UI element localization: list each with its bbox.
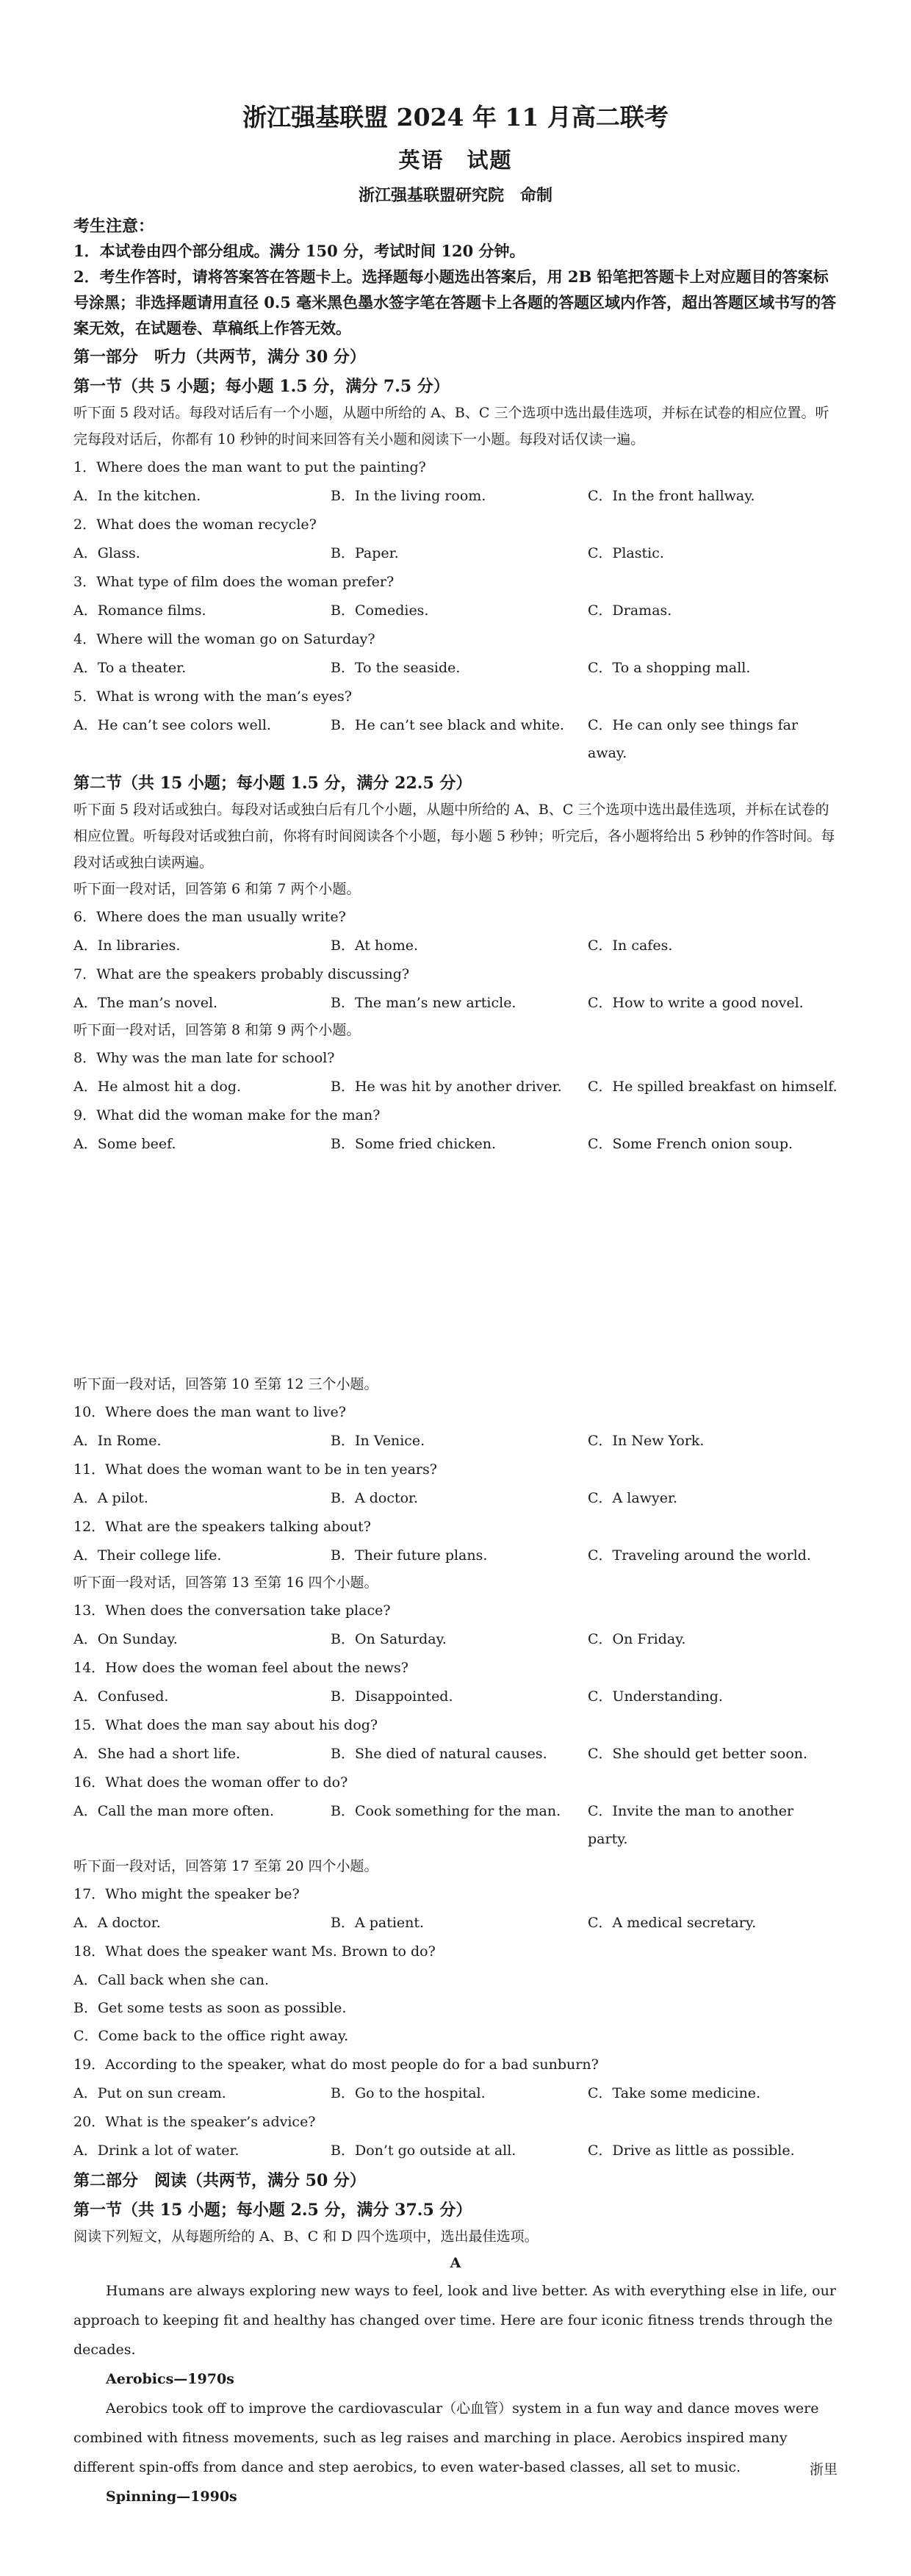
question-stem: 9．What did the woman make for the man?: [73, 1107, 381, 1123]
option-b: B．She died of natural causes.: [331, 1746, 547, 1762]
option-c: C．Traveling around the world.: [588, 1547, 811, 1564]
option-a: A．Call the man more often.: [73, 1803, 275, 1819]
option-b: B．He was hit by another driver.: [331, 1079, 562, 1095]
question-block-1: [73, 453, 838, 510]
dialogue-intro: 听下面一段对话，回答第 6 和第 7 两个小题。: [73, 881, 361, 897]
option-c: C．Invite the man to another party.: [588, 1803, 794, 1847]
option-c: C．A medical secretary.: [588, 1915, 757, 1931]
passage-letter: A: [450, 2255, 461, 2271]
option-b: B．In Venice.: [331, 1433, 425, 1449]
option-b: B．Their future plans.: [331, 1547, 488, 1564]
question-options: [73, 1541, 838, 1569]
question-options: [73, 1625, 838, 1653]
question-block-6: [73, 902, 838, 960]
part1-section1-instruction: 听下面 5 段对话。每段对话后有一个小题，从题中所给的 A、B、C 三个选项中选出最佳选项，并标在试卷的相应位置。听完每段对话后，你都有 10 秒钟的时间来回答有关小题和阅读下一小题。每段对话仅读一遍。: [73, 405, 829, 447]
option-c: C．Some French onion soup.: [588, 1136, 793, 1152]
option-a: A．In libraries.: [73, 938, 181, 954]
option-c: C．On Friday.: [588, 1631, 686, 1647]
option-b: B．On Saturday.: [331, 1631, 447, 1647]
passage-paragraph: Aerobics took off to improve the cardiovascular（心血管）system in a fun way and dance moves were combined with fitness movements, such as leg raises and marching in place. Aerobics inspired many different spin-offs from dance and step aerobics, to even water-based classes, all set to music.: [73, 2400, 819, 2475]
option-c: C．He spilled breakfast on himself.: [588, 1079, 838, 1095]
option-a: A．The man’s novel.: [73, 995, 218, 1011]
question-block-12: [73, 1512, 838, 1569]
passage-heading: Spinning—1990s: [106, 2489, 237, 2505]
question-stem: 18．What does the speaker want Ms. Brown to do?: [73, 1943, 436, 1960]
option-c: C．Plastic.: [588, 545, 664, 561]
question-options: [73, 711, 838, 767]
question-stem: 11．What does the woman want to be in ten years?: [73, 1461, 437, 1478]
option-b: B．Get some tests as soon as possible.: [73, 2000, 347, 2016]
dialogue-intro: 听下面一段对话，回答第 17 至第 20 四个小题。: [73, 1858, 378, 1874]
option-b: B．At home.: [331, 938, 419, 954]
question-stem: 7．What are the speakers probably discussing?: [73, 966, 410, 982]
option-a: A．On Sunday.: [73, 1631, 178, 1647]
question-stem: 20．What is the speaker’s advice?: [73, 2114, 316, 2130]
option-c: C．How to write a good novel.: [588, 995, 804, 1011]
dialogue-intro: 听下面一段对话，回答第 10 至第 12 三个小题。: [73, 1376, 378, 1392]
option-b: B．Don’t go outside at all.: [331, 2143, 516, 2159]
option-c: C．She should get better soon.: [588, 1746, 808, 1762]
option-a: A．Put on sun cream.: [73, 2085, 226, 2101]
question-options: [73, 1484, 838, 1512]
option-c: C．A lawyer.: [588, 1490, 677, 1506]
option-b: B．A doctor.: [331, 1490, 419, 1506]
option-a: A．Drink a lot of water.: [73, 2143, 240, 2159]
part1-section2-instruction: 听下面 5 段对话或独白。每段对话或独白后有几个小题，从题中所给的 A、B、C 三个选项中选出最佳选项，并标在试卷的相应位置。听每段对话或独白前，你将有时间阅读各个小题，每小题 5 秒钟；听完后，各小题将给出 5 秒钟的作答时间。每段对话或独白读两遍。: [73, 802, 835, 871]
question-options: [73, 989, 838, 1017]
question-stem: 8．Why was the man late for school?: [73, 1050, 335, 1066]
question-options: [73, 932, 838, 960]
question-stem: 10．Where does the man want to live?: [73, 1404, 346, 1420]
question-options: [73, 1797, 838, 1853]
option-a: A．Confused.: [73, 1688, 169, 1705]
option-b: B．Cook something for the man.: [331, 1803, 561, 1819]
option-c: C．Come back to the office right away.: [73, 2028, 349, 2044]
question-block-8: [73, 1043, 838, 1101]
option-a: A．To a theater.: [73, 660, 187, 676]
question-stem: 5．What is wrong with the man’s eyes?: [73, 688, 352, 705]
option-b: B．The man’s new article.: [331, 995, 516, 1011]
question-options: [73, 2079, 838, 2107]
option-b: B．Paper.: [331, 545, 399, 561]
question-options: [73, 482, 838, 510]
question-block-5: [73, 682, 838, 767]
option-b: B．A patient.: [331, 1915, 425, 1931]
option-c: C．In cafes.: [588, 938, 673, 954]
question-stem: 15．What does the man say about his dog?: [73, 1717, 378, 1733]
option-b: B．Comedies.: [331, 602, 429, 619]
question-block-2: [73, 510, 838, 567]
question-options: [73, 597, 838, 625]
option-a: A．In Rome.: [73, 1433, 162, 1449]
question-options: [73, 1130, 838, 1158]
option-c: C．Understanding.: [588, 1688, 723, 1705]
footer-mark: 浙里: [809, 2461, 838, 2478]
question-options: [73, 2137, 838, 2165]
question-stem: 12．What are the speakers talking about?: [73, 1519, 371, 1535]
question-options: [73, 654, 838, 682]
dialogue-intro: 听下面一段对话，回答第 8 和第 9 两个小题。: [73, 1022, 361, 1038]
option-b: B．He can’t see black and white.: [331, 717, 565, 733]
part2-instruction: 阅读下列短文，从每题所给的 A、B、C 和 D 四个选项中，选出最佳选项。: [73, 2228, 539, 2245]
question-block-20: [73, 2107, 838, 2165]
passage-paragraph: Humans are always exploring new ways to feel, look and live better. As with everything else in life, our approach to keeping fit and healthy has changed over time. Here are four iconic fitness trends through the decades.: [73, 2283, 836, 2358]
blank-space: [73, 1158, 838, 1371]
question-block-4: [73, 625, 838, 682]
question-block-19: [73, 2050, 838, 2107]
part2-section1-title: 第一节（共 15 小题；每小题 2.5 分，满分 37.5 分）: [73, 2201, 472, 2220]
option-b: B．Some fried chicken.: [331, 1136, 496, 1152]
question-stem: 2．What does the woman recycle?: [73, 517, 317, 533]
option-b: B．In the living room.: [331, 488, 486, 504]
option-a: A．Glass.: [73, 545, 140, 561]
question-block-18: [73, 1937, 838, 2050]
option-a: A．Some beef.: [73, 1136, 176, 1152]
question-options: [73, 1909, 838, 1937]
option-a: A．He almost hit a dog.: [73, 1079, 242, 1095]
option-a: A．Their college life.: [73, 1547, 222, 1564]
option-c: C．Drive as little as possible.: [588, 2143, 795, 2159]
question-block-9: [73, 1101, 838, 1158]
exam-subject: 英语 试题: [398, 148, 513, 173]
question-options: [73, 1427, 838, 1455]
question-stem: 16．What does the woman offer to do?: [73, 1774, 348, 1791]
question-stem: 3．What type of film does the woman prefer?: [73, 574, 395, 590]
option-a: A．She had a short life.: [73, 1746, 241, 1762]
exam-title: 浙江强基联盟 2024 年 11 月高二联考: [242, 103, 669, 132]
notice-title: 考生注意：: [73, 217, 155, 236]
part1-section2-title: 第二节（共 15 小题；每小题 1.5 分，满分 22.5 分）: [73, 774, 472, 793]
option-c: C．In the front hallway.: [588, 488, 755, 504]
option-c: C．He can only see things far away.: [588, 717, 799, 761]
option-c: C．In New York.: [588, 1433, 705, 1449]
option-b: B．To the seaside.: [331, 660, 461, 676]
option-a: A．Romance films.: [73, 602, 206, 619]
question-block-14: [73, 1653, 838, 1710]
question-stem: 4．Where will the woman go on Saturday?: [73, 631, 375, 647]
notice-item-2: 2．考生作答时，请将答案答在答题卡上。选择题每小题选出答案后，用 2B 铅笔把答题卡上对应题目的答案标号涂黑；非选择题请用直径 0.5 毫米黑色墨水签字笔在答题卡上各题的答题区域内作答，超出答题区域书写的答案无效，在试题卷、草稿纸上作答无效。: [73, 267, 837, 337]
question-options: [73, 1073, 838, 1101]
question-block-16: [73, 1768, 838, 1853]
option-a: A．A pilot.: [73, 1490, 148, 1506]
question-block-13: [73, 1596, 838, 1653]
question-block-17: [73, 1879, 838, 1937]
option-b: B．Go to the hospital.: [331, 2085, 486, 2101]
option-a: A．Call back when she can.: [73, 1972, 270, 1988]
option-c: C．Dramas.: [588, 602, 672, 619]
option-a: A．A doctor.: [73, 1915, 161, 1931]
passage-heading: Aerobics—1970s: [106, 2371, 234, 2387]
option-b: B．Disappointed.: [331, 1688, 453, 1705]
question-options: [73, 1683, 838, 1710]
question-block-10: [73, 1397, 838, 1455]
exam-organizer: 浙江强基联盟研究院 命制: [358, 186, 552, 205]
question-stem: 1．Where does the man want to put the painting?: [73, 459, 426, 475]
question-stem: 19．According to the speaker, what do most people do for a bad sunburn?: [73, 2057, 599, 2073]
option-a: A．In the kitchen.: [73, 488, 201, 504]
option-a: A．He can’t see colors well.: [73, 717, 271, 733]
question-block-7: [73, 960, 838, 1017]
question-stem: 13．When does the conversation take place?: [73, 1602, 391, 1619]
notice-item-1: 1．本试卷由四个部分组成。满分 150 分，考试时间 120 分钟。: [73, 242, 525, 260]
exam-content: [73, 101, 838, 2511]
question-stem: 17．Who might the speaker be?: [73, 1886, 300, 1902]
question-block-15: [73, 1710, 838, 1768]
question-block-3: [73, 567, 838, 625]
dialogue-intro: 听下面一段对话，回答第 13 至第 16 四个小题。: [73, 1575, 378, 1591]
option-c: C．To a shopping mall.: [588, 660, 751, 676]
part2-title: 第二部分 阅读（共两节，满分 50 分）: [73, 2171, 366, 2190]
question-block-11: [73, 1455, 838, 1512]
question-stem: 14．How does the woman feel about the news?: [73, 1660, 408, 1676]
question-stem: 6．Where does the man usually write?: [73, 909, 346, 925]
question-options: [73, 1740, 838, 1768]
option-c: C．Take some medicine.: [588, 2085, 761, 2101]
question-options: [73, 539, 838, 567]
part1-section1-title: 第一节（共 5 小题；每小题 1.5 分，满分 7.5 分）: [73, 377, 450, 396]
part1-title: 第一部分 听力（共两节，满分 30 分）: [73, 348, 366, 367]
